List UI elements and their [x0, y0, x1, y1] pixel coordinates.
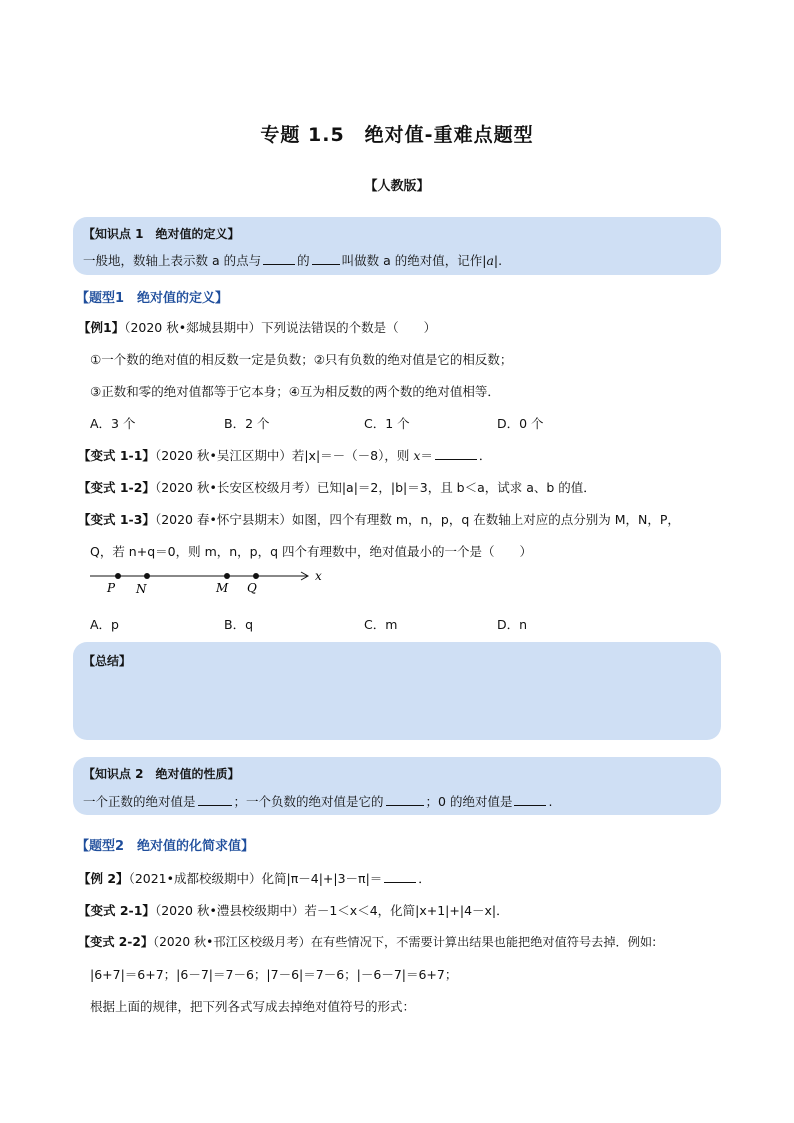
- variant-2-2: 【变式 2-2】（2020 秋•邗江区校级月考）在有些情况下，不需要计算出结果也能把绝对值符号去掉．例如:: [78, 935, 657, 949]
- point-m: [224, 573, 230, 579]
- page-title: 专题 1.5 绝对值-重难点题型: [260, 124, 534, 146]
- variant-1-3-option-d[interactable]: D．n: [497, 617, 528, 632]
- example-2: 【例 2】（2021•成都校级期中）化简|π－4|+|3－π|＝ ．: [78, 871, 431, 886]
- answer-blank[interactable]: [386, 792, 424, 806]
- point-label-n: N: [136, 582, 147, 596]
- knowledge-box-1: [73, 217, 721, 275]
- summary-box: [73, 642, 721, 740]
- section-heading-type-1: 【题型1 绝对值的定义】: [76, 291, 229, 306]
- axis-label-x: x: [315, 569, 322, 583]
- example-1-question: 【例1】（2020 秋•郯城县期中）下列说法错误的个数是（ ）: [78, 320, 437, 335]
- number-line-figure: [85, 566, 335, 598]
- point-label-m: M: [216, 581, 229, 595]
- answer-blank[interactable]: [384, 869, 416, 883]
- edition-label: 【人教版】: [364, 179, 430, 194]
- answer-blank[interactable]: [514, 792, 546, 806]
- point-n: [144, 573, 150, 579]
- variant-1-3-option-c[interactable]: C．m: [364, 617, 398, 632]
- answer-blank[interactable]: [435, 446, 477, 460]
- variant-1-3: 【变式 1-3】（2020 春•怀宁县期末）如图，四个有理数 m，n，p，q 在数轴上对应的点分别为 M，N，P，: [78, 512, 680, 527]
- summary-heading: 【总结】: [83, 654, 132, 668]
- option-b[interactable]: B．2 个: [224, 416, 270, 431]
- answer-blank[interactable]: [198, 792, 232, 806]
- answer-blank[interactable]: [312, 251, 340, 265]
- point-label-p: P: [107, 581, 116, 595]
- point-label-q: Q: [247, 581, 257, 595]
- section-heading-type-2: 【题型2 绝对值的化简求值】: [76, 839, 255, 854]
- point-q: [253, 573, 259, 579]
- variant-2-2-examples: |6+7|＝6+7；|6－7|＝7－6；|7－6|＝7－6；|－6－7|＝6+7；: [90, 967, 458, 982]
- knowledge-1-text: 一般地，数轴上表示数 a 的点与 的 叫做数 a 的绝对值，记作|a|.: [83, 253, 503, 268]
- variant-1-3-continued: Q，若 n+q＝0，则 m，n，p，q 四个有理数中，绝对值最小的一个是（ ）: [90, 544, 533, 559]
- answer-blank[interactable]: [263, 251, 295, 265]
- example-1-statement-1: ①一个数的绝对值的相反数一定是负数；②只有负数的绝对值是它的相反数；: [90, 352, 513, 367]
- example-1-statement-2: ③正数和零的绝对值都等于它本身；④互为相反数的两个数的绝对值相等．: [90, 384, 500, 399]
- option-a[interactable]: A．3 个: [90, 416, 136, 431]
- option-c[interactable]: C．1 个: [364, 416, 410, 431]
- option-d[interactable]: D．0 个: [497, 416, 544, 431]
- variant-2-2-instruction: 根据上面的规律，把下列各式写成去掉绝对值符号的形式：: [90, 999, 416, 1014]
- variant-1-2: 【变式 1-2】（2020 秋•长安区校级月考）已知|a|＝2，|b|＝3，且 b＜a，试求 a、b 的值．: [78, 480, 596, 495]
- variant-2-1: 【变式 2-1】（2020 秋•澧县校级期中）若－1＜x＜4，化简|x+1|+|4－x|．: [78, 903, 509, 918]
- variant-1-1: 【变式 1-1】（2020 秋•吴江区期中）若|x|＝－（－8），则 x＝ ．: [78, 448, 492, 463]
- point-p: [115, 573, 121, 579]
- variant-1-3-option-b[interactable]: B．q: [224, 617, 254, 632]
- knowledge-2-text: 一个正数的绝对值是 ；一个负数的绝对值是它的 ；0 的绝对值是 .: [83, 794, 553, 809]
- knowledge-1-heading: 【知识点 1 绝对值的定义】: [83, 227, 240, 241]
- knowledge-2-heading: 【知识点 2 绝对值的性质】: [83, 767, 240, 781]
- variant-1-3-option-a[interactable]: A．p: [90, 617, 119, 632]
- knowledge-box-2: [73, 757, 721, 815]
